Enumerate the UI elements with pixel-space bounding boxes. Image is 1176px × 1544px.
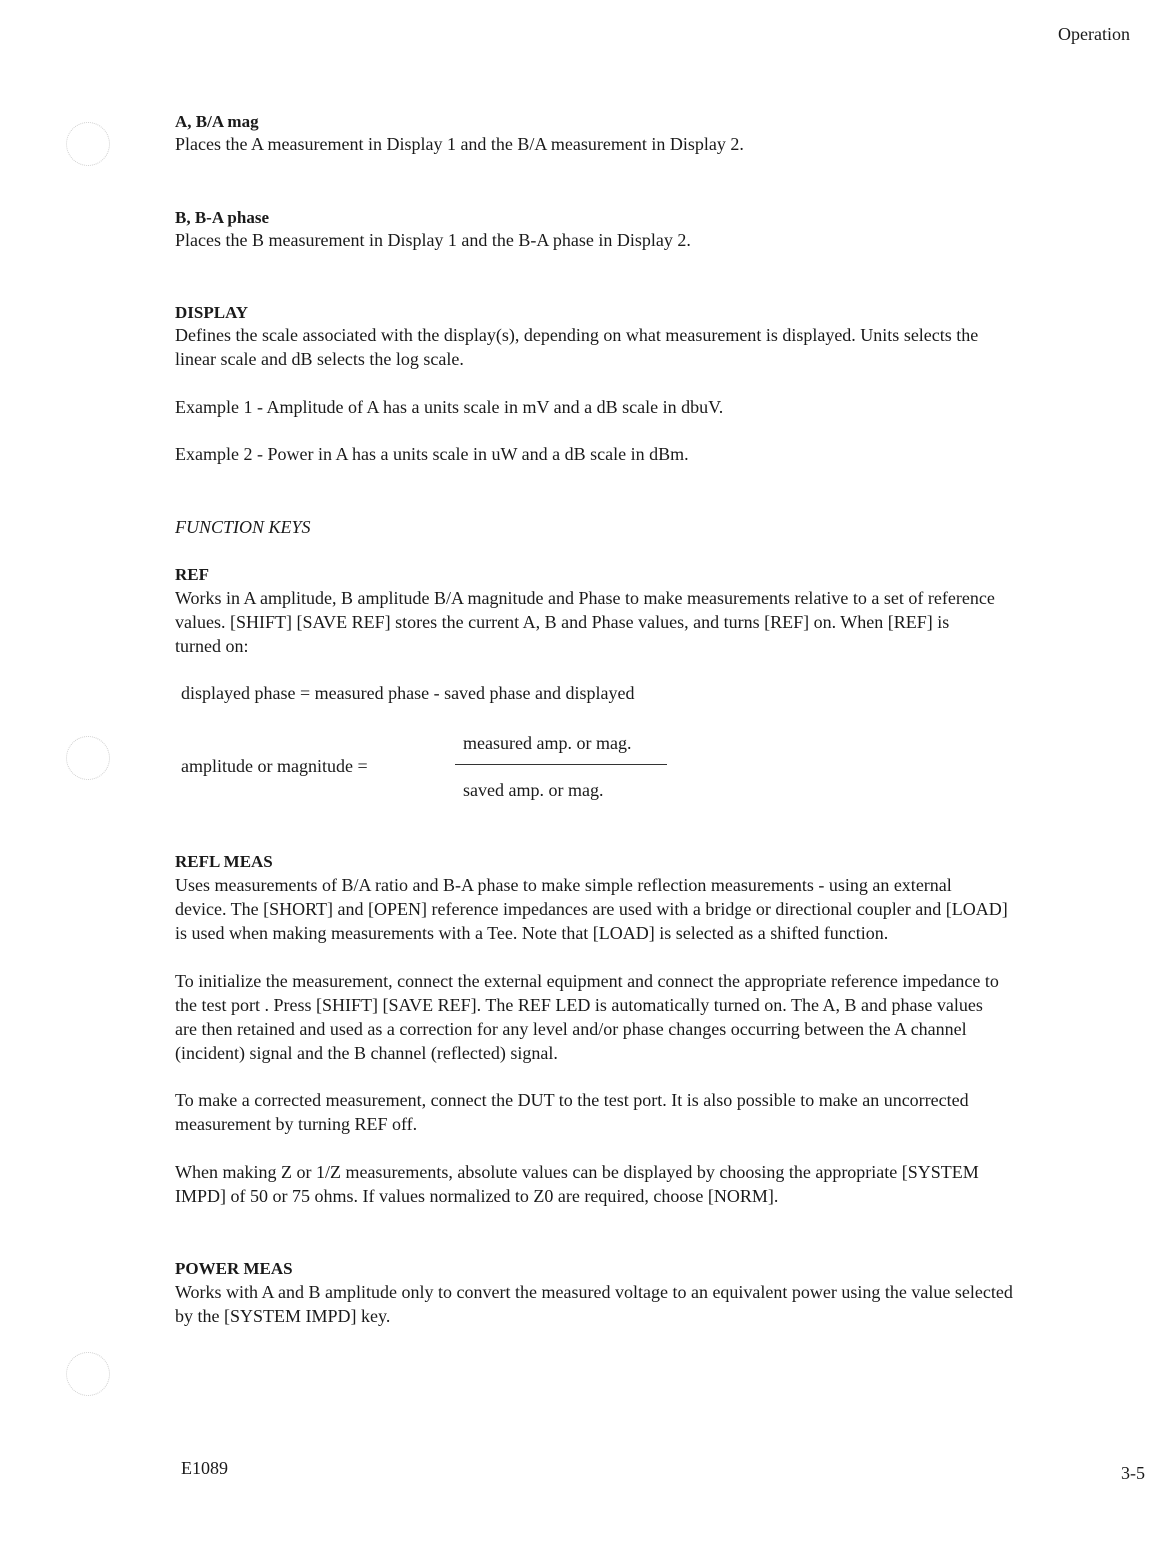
heading-function-keys: FUNCTION KEYS xyxy=(175,517,311,537)
heading-power-meas: POWER MEAS xyxy=(175,1259,293,1278)
refl-p3-line-1: To make a corrected measurement, connect the DUT to the test port. It is also possible to make an uncorrected xyxy=(175,1090,969,1110)
formula-denominator: saved amp. or mag. xyxy=(463,780,604,800)
refl-p2-line-3: are then retained and used as a correction for any level and/or phase changes occurring between the A channel xyxy=(175,1019,967,1039)
binder-hole-top xyxy=(66,122,110,166)
b-phase-body: Places the B measurement in Display 1 and the B-A phase in Display 2. xyxy=(175,230,691,250)
footer-page-number: 3-5 xyxy=(1121,1463,1145,1483)
power-body-line-1: Works with A and B amplitude only to convert the measured voltage to an equivalent power using the value selected xyxy=(175,1282,1013,1302)
refl-p4-line-2: IMPD] of 50 or 75 ohms. If values normalized to Z0 are required, choose [NORM]. xyxy=(175,1186,779,1206)
ba-mag-body: Places the A measurement in Display 1 and the B/A measurement in Display 2. xyxy=(175,134,744,154)
formula-amplitude-label: amplitude or magnitude = xyxy=(181,756,368,776)
fraction-bar xyxy=(455,764,667,765)
display-example-2: Example 2 - Power in A has a units scale in uW and a dB scale in dBm. xyxy=(175,444,689,464)
refl-p2-line-2: the test port . Press [SHIFT] [SAVE REF]. The REF LED is automatically turned on. The A, B and phase values xyxy=(175,995,983,1015)
refl-p2-line-1: To initialize the measurement, connect the external equipment and connect the appropriate reference impedance to xyxy=(175,971,999,991)
display-example-1: Example 1 - Amplitude of A has a units scale in mV and a dB scale in dbuV. xyxy=(175,397,724,417)
ref-body-line-1: Works in A amplitude, B amplitude B/A magnitude and Phase to make measurements relative to a set of reference xyxy=(175,588,995,608)
refl-p4-line-1: When making Z or 1/Z measurements, absolute values can be displayed by choosing the appropriate [SYSTEM xyxy=(175,1162,979,1182)
refl-p1-line-3: is used when making measurements with a Tee. Note that [LOAD] is selected as a shifted function. xyxy=(175,923,889,943)
heading-ref: REF xyxy=(175,565,209,584)
display-body-line-1: Defines the scale associated with the display(s), depending on what measurement is displayed. Units selects the xyxy=(175,325,979,345)
formula-phase: displayed phase = measured phase - saved phase and displayed xyxy=(181,683,635,703)
formula-numerator: measured amp. or mag. xyxy=(463,733,632,753)
ref-body-line-3: turned on: xyxy=(175,636,249,656)
refl-p1-line-2: device. The [SHORT] and [OPEN] reference impedances are used with a bridge or directional coupler and [LOAD] xyxy=(175,899,1008,919)
heading-refl-meas: REFL MEAS xyxy=(175,852,273,871)
refl-p2-line-4: (incident) signal and the B channel (reflected) signal. xyxy=(175,1043,558,1063)
display-body-line-2: linear scale and dB selects the log scale. xyxy=(175,349,464,369)
binder-hole-middle xyxy=(66,736,110,780)
refl-p3-line-2: measurement by turning REF off. xyxy=(175,1114,418,1134)
running-header: Operation xyxy=(1058,24,1130,44)
heading-ba-mag: A, B/A mag xyxy=(175,112,259,131)
footer-doc-id: E1089 xyxy=(181,1458,228,1478)
heading-display: DISPLAY xyxy=(175,303,249,322)
heading-b-phase: B, B-A phase xyxy=(175,208,269,227)
refl-p1-line-1: Uses measurements of B/A ratio and B-A phase to make simple reflection measurements - using an external xyxy=(175,875,952,895)
binder-hole-bottom xyxy=(66,1352,110,1396)
ref-body-line-2: values. [SHIFT] [SAVE REF] stores the current A, B and Phase values, and turns [REF] on. When [REF] is xyxy=(175,612,950,632)
power-body-line-2: by the [SYSTEM IMPD] key. xyxy=(175,1306,391,1326)
